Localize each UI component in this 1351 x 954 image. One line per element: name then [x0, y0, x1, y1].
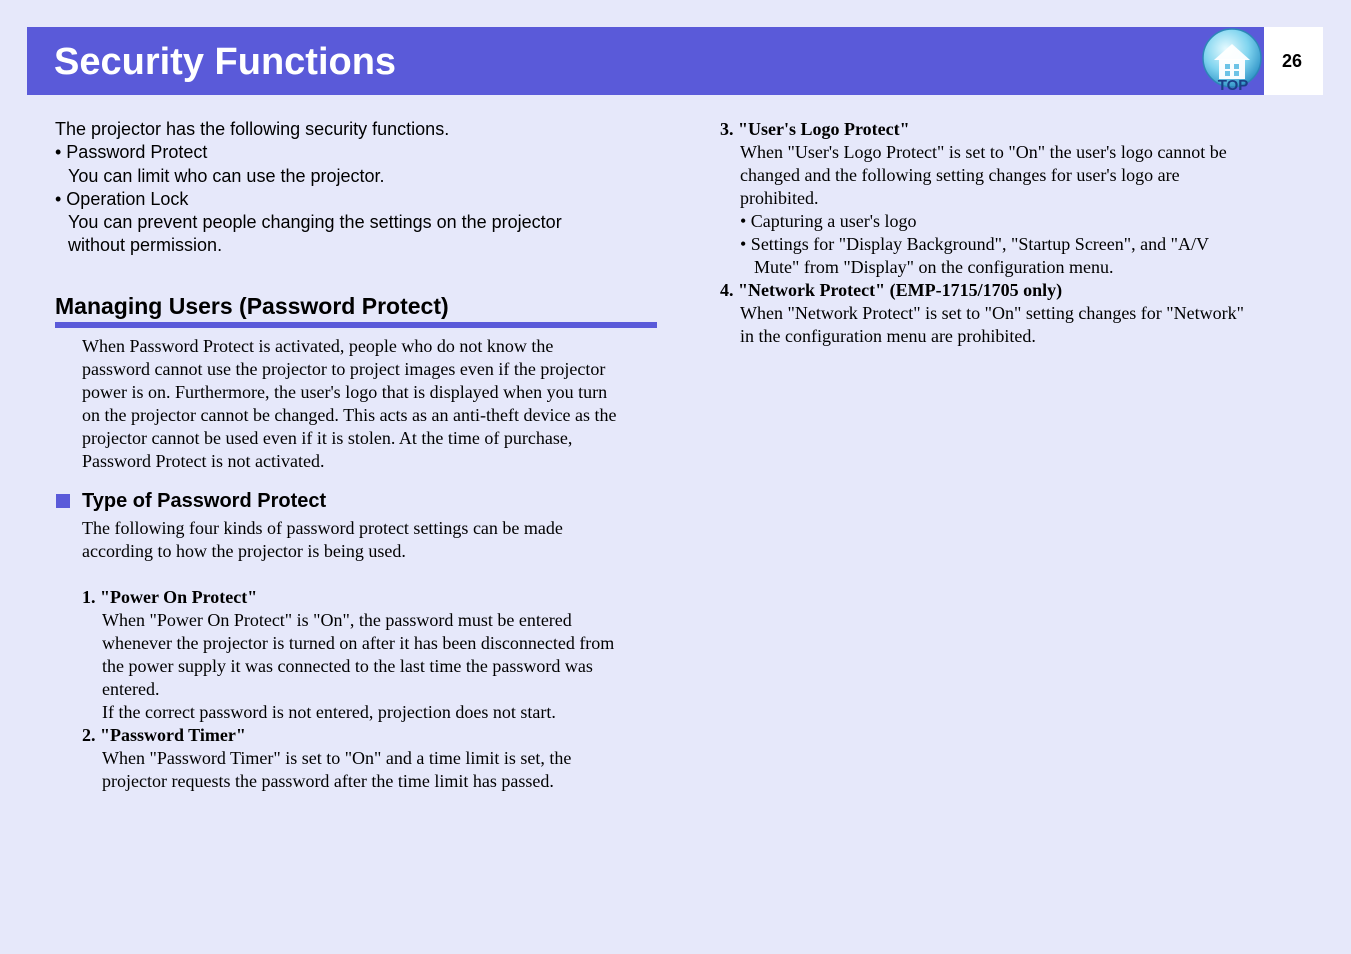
bullet-desc: without permission. [68, 235, 223, 256]
sub-bullet-continued: Mute" from "Display" on the configuration menu. [754, 257, 1114, 277]
page-number: 26 [1281, 51, 1303, 71]
sub-paragraph [82, 517, 662, 563]
text-line: on the projector cannot be changed. This acts as an anti-theft device as the [82, 405, 617, 425]
text-line: prohibited. [740, 188, 819, 208]
intro [55, 118, 635, 258]
sub-bullet: • Settings for "Display Background", "Startup Screen", and "A/V [740, 234, 1209, 254]
protect-list-right [720, 118, 1300, 348]
subheading-square-icon [56, 494, 70, 508]
bullet-label: • Password Protect [55, 142, 208, 163]
item-title: 4. "Network Protect" (EMP-1715/1705 only) [720, 280, 1063, 300]
section-paragraph [82, 335, 662, 473]
intro-bullet-operation-lock [55, 188, 635, 258]
page-number-box [1264, 27, 1323, 95]
item-title: 2. "Password Timer" [82, 725, 246, 745]
header-bar [27, 27, 1264, 95]
text-line: When "User's Logo Protect" is set to "On" the user's logo cannot be [740, 142, 1227, 162]
item-title: 3. "User's Logo Protect" [720, 119, 910, 139]
list-item [720, 279, 1300, 348]
text-line: entered. [102, 679, 160, 699]
text-line: When "Power On Protect" is "On", the password must be entered [102, 610, 572, 630]
text-line: power is on. Furthermore, the user's logo that is displayed when you turn [82, 382, 608, 402]
text-line: Password Protect is not activated. [82, 451, 325, 471]
list-item [82, 724, 662, 793]
text-line: When "Password Timer" is set to "On" and a time limit is set, the [102, 748, 572, 768]
sub-bullet: • Capturing a user's logo [740, 211, 917, 231]
text-line: whenever the projector is turned on after it has been disconnected from [102, 633, 615, 653]
subheading: Type of Password Protect [82, 490, 327, 512]
page-title: Security Functions [54, 41, 397, 83]
text-line: projector cannot be used even if it is stolen. At the time of purchase, [82, 428, 573, 448]
list-item [82, 586, 662, 724]
text-line: changed and the following setting changes for user's logo are [740, 165, 1180, 185]
section-heading-rule [55, 322, 657, 328]
intro-bullet-password [55, 141, 635, 188]
protect-list-left [82, 586, 662, 793]
top-label: TOP [1217, 77, 1249, 94]
text-line: projector requests the password after the time limit has passed. [102, 771, 554, 791]
bullet-desc: You can limit who can use the projector. [68, 165, 385, 186]
list-item [720, 118, 1300, 279]
text-line: When "Network Protect" is set to "On" setting changes for "Network" [740, 303, 1244, 323]
text-line: password cannot use the projector to project images even if the projector [82, 359, 606, 379]
text-line: If the correct password is not entered, projection does not start. [102, 702, 556, 722]
bullet-label: • Operation Lock [55, 188, 189, 209]
text-line: The following four kinds of password protect settings can be made [82, 518, 563, 538]
text-line: according to how the projector is being used. [82, 541, 406, 561]
text-line: in the configuration menu are prohibited. [740, 326, 1036, 346]
bullet-desc: You can prevent people changing the settings on the projector [68, 212, 562, 233]
section-heading: Managing Users (Password Protect) [55, 293, 449, 319]
text-line: When Password Protect is activated, people who do not know the [82, 336, 554, 356]
top-button[interactable] [1201, 28, 1265, 96]
intro-lead: The projector has the following security functions. [55, 119, 450, 139]
item-title: 1. "Power On Protect" [82, 587, 258, 607]
text-line: the power supply it was connected to the last time the password was [102, 656, 593, 676]
